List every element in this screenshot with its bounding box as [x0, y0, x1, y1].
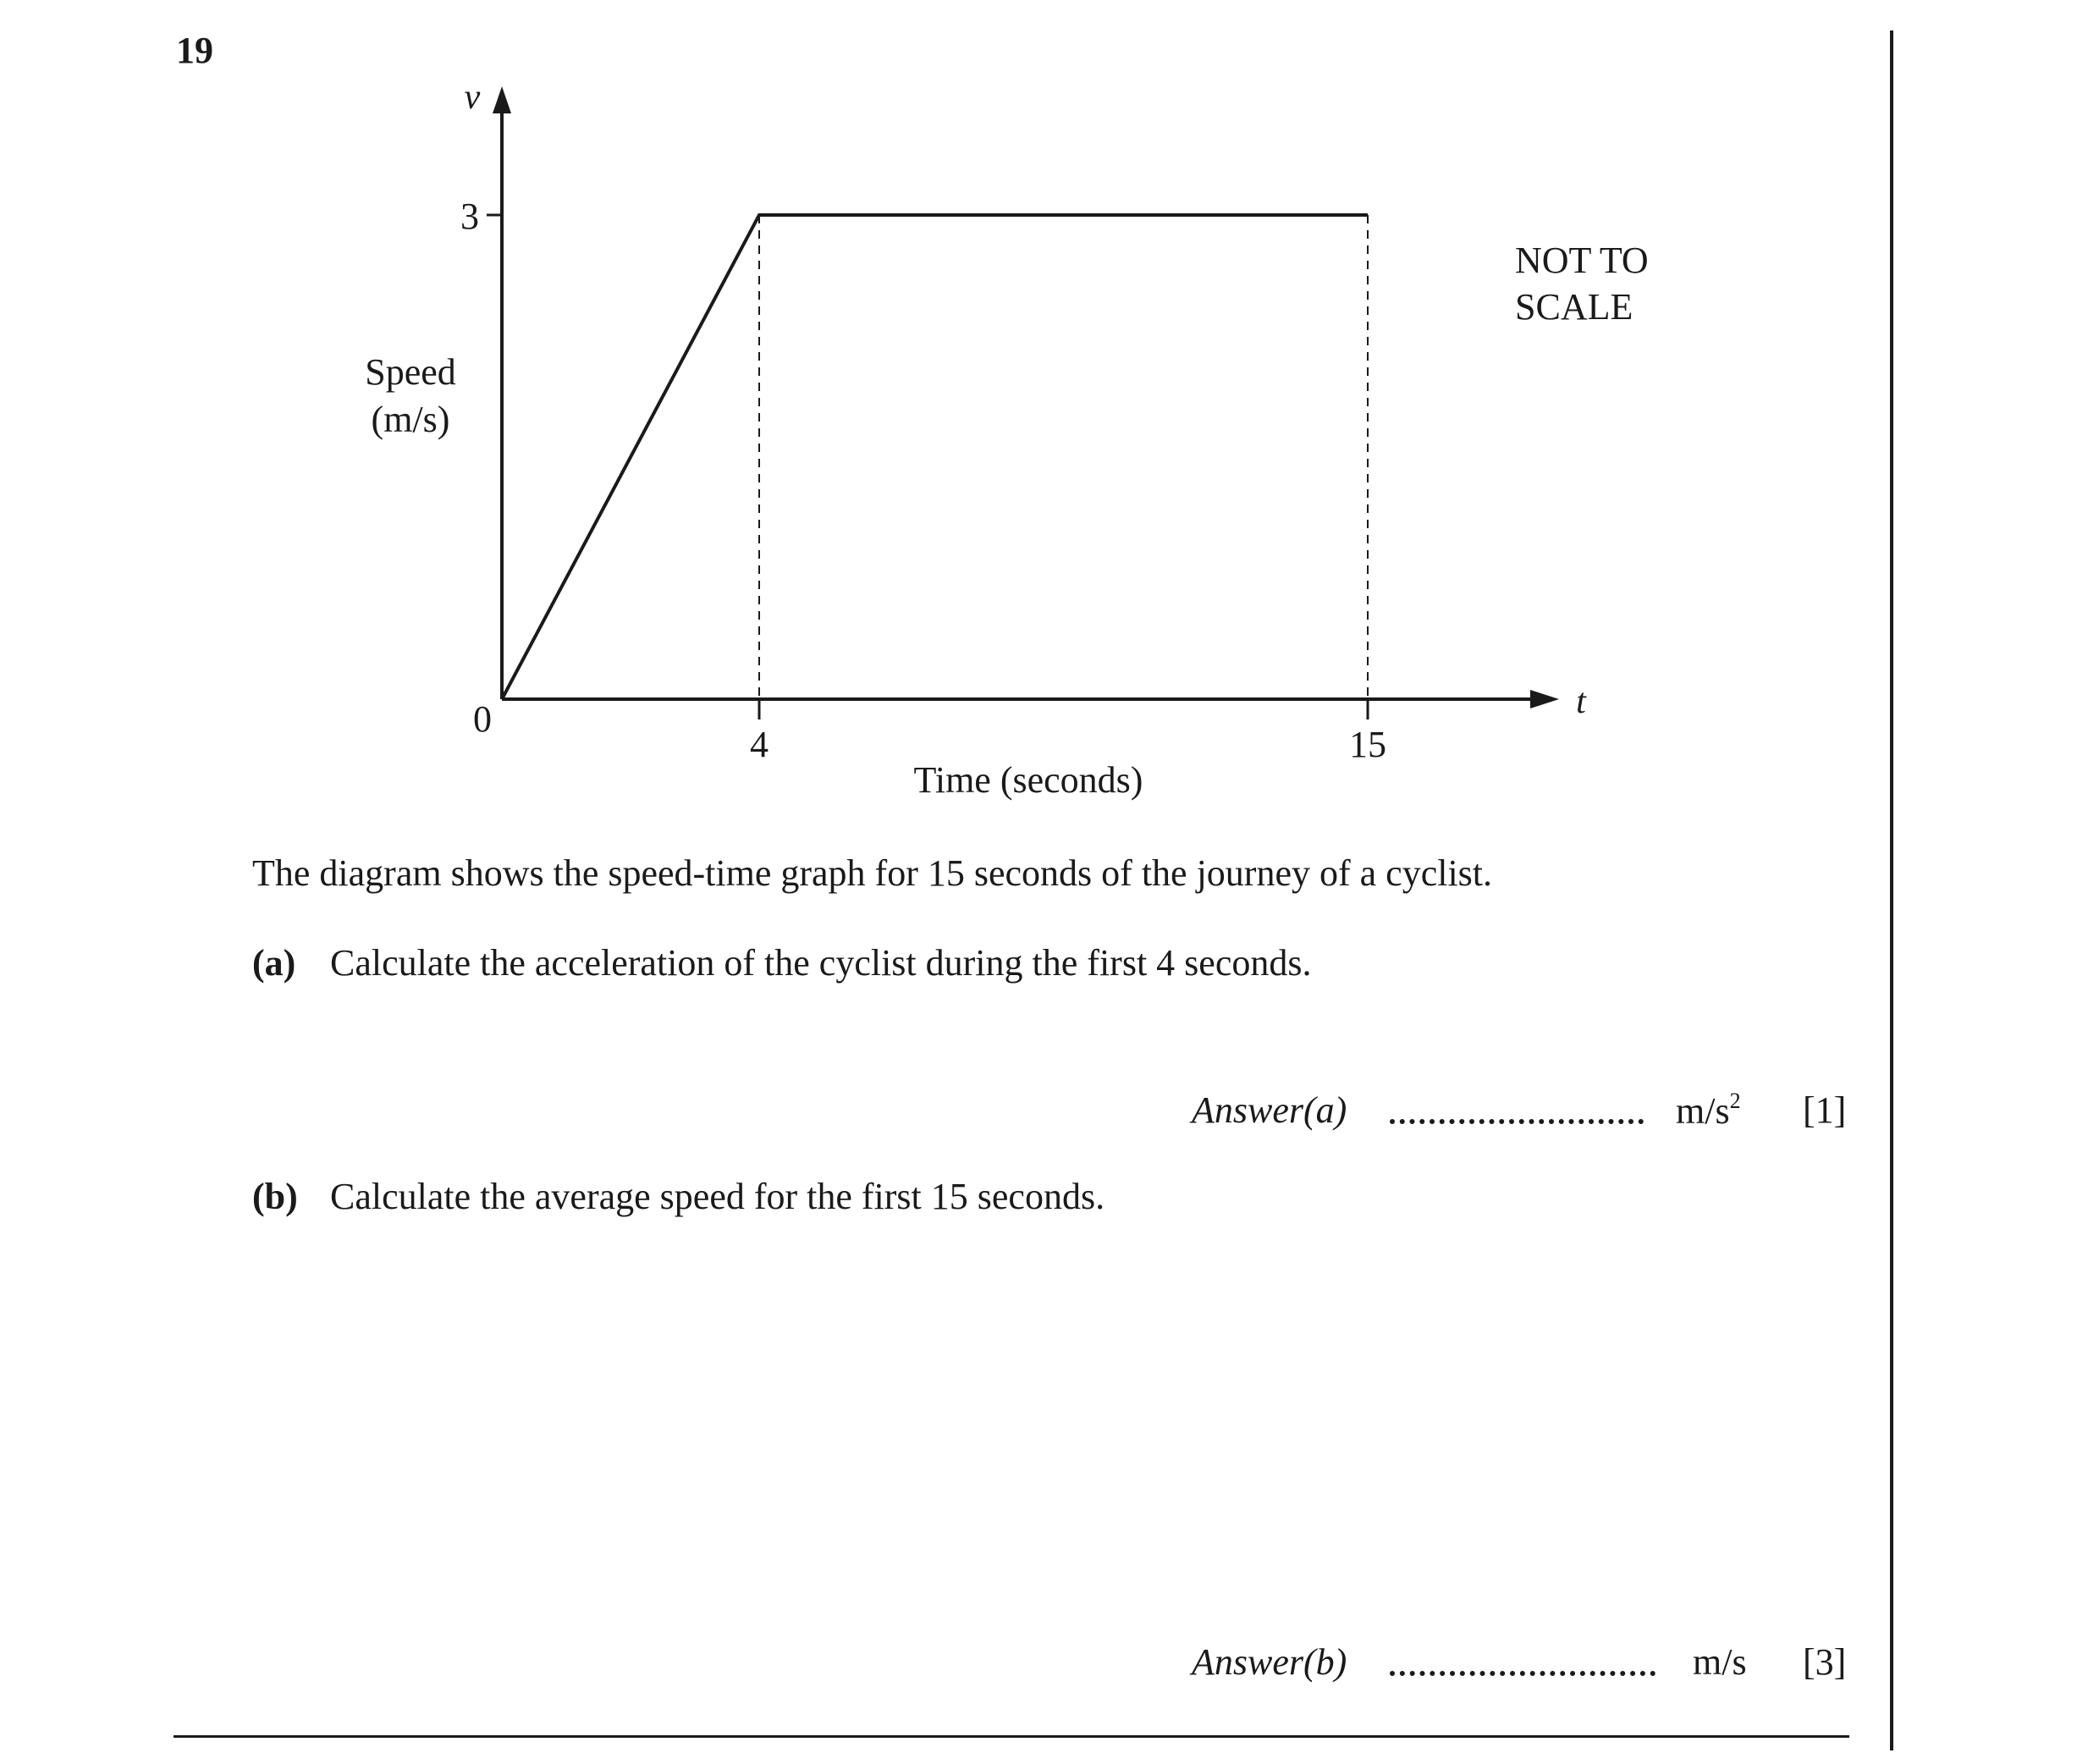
part-a-letter: (a)	[252, 942, 296, 984]
answer-b-unit: m/s	[1693, 1641, 1747, 1683]
x-tick-label-15: 15	[1349, 724, 1386, 765]
not-to-scale-line2: SCALE	[1515, 286, 1633, 328]
x-axis-symbol: t	[1576, 682, 1586, 721]
speed-time-graph	[0, 0, 2099, 846]
part-b	[252, 1178, 1105, 1216]
answer-a-unit-sup: 2	[1729, 1089, 1741, 1113]
part-b-text: Calculate the average speed for the first 15 seconds.	[330, 1176, 1105, 1217]
answer-b-label: Answer(b)	[1192, 1641, 1347, 1683]
answer-a-marks: [1]	[1803, 1089, 1847, 1131]
y-axis-arrow	[493, 86, 511, 113]
x-axis-label: Time (seconds)	[913, 759, 1143, 801]
y-axis-label-line1: Speed	[365, 351, 456, 393]
answer-b-marks: [3]	[1803, 1641, 1847, 1683]
not-to-scale-line1: NOT TO	[1515, 240, 1649, 281]
y-tick-label-3: 3	[460, 196, 479, 237]
speed-time-line	[502, 215, 1368, 699]
answer-a-unit	[1676, 1089, 1741, 1133]
origin-label: 0	[473, 698, 492, 740]
x-axis-arrow	[1530, 690, 1559, 708]
part-b-letter: (b)	[252, 1176, 298, 1217]
y-axis-symbol: v	[464, 78, 481, 117]
question-intro: The diagram shows the speed-time graph for 15 seconds of the journey of a cyclist.	[252, 852, 1493, 894]
question-number: 19	[176, 30, 213, 71]
part-a	[252, 942, 1312, 984]
answer-a-line[interactable]	[1390, 1119, 1644, 1124]
answer-b-line[interactable]	[1390, 1671, 1656, 1676]
part-a-text: Calculate the acceleration of the cyclist during the first 4 seconds.	[330, 942, 1312, 984]
right-margin-line	[1890, 30, 1893, 1750]
y-axis-label-line2: (m/s)	[371, 399, 450, 440]
bottom-rule	[174, 1735, 1849, 1738]
answer-a-label: Answer(a)	[1192, 1089, 1347, 1131]
answer-a-unit-base: m/s	[1676, 1090, 1730, 1132]
x-tick-label-4: 4	[750, 724, 769, 765]
